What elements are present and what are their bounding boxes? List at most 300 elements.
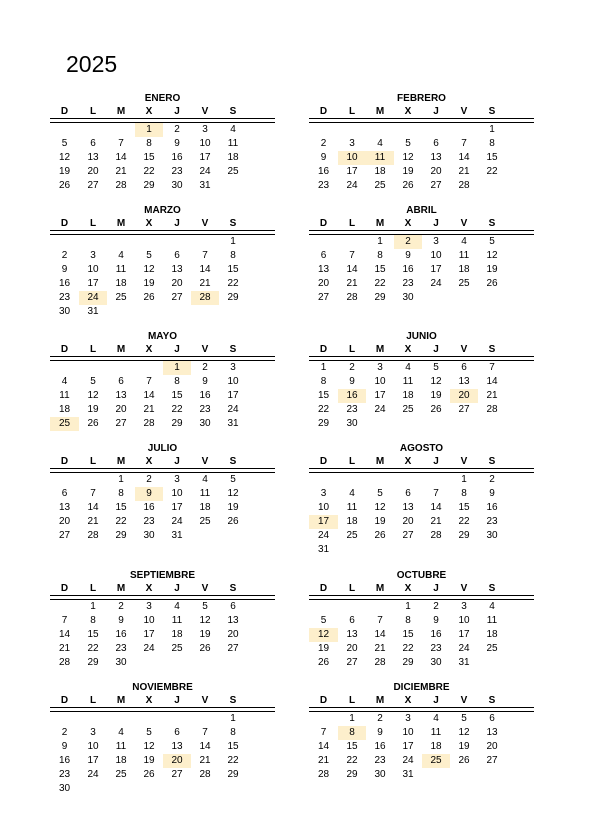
day-cell: 25 [374, 180, 386, 191]
day-cell: 16 [115, 629, 127, 640]
day-cell: 22 [115, 516, 127, 527]
day-cell: 9 [202, 376, 208, 387]
day-cell: 24 [374, 404, 386, 415]
weekday-header: J [433, 456, 439, 467]
day-cell: 27 [171, 292, 183, 303]
day-cell: 23 [317, 180, 330, 191]
day-cell: 2 [377, 713, 383, 724]
weekday-header-row [309, 105, 534, 118]
weekday-header: V [460, 583, 468, 594]
day-cell: 26 [317, 657, 330, 668]
day-cell: 10 [430, 250, 442, 261]
day-cell: 3 [174, 474, 180, 485]
weekday-header: L [348, 456, 356, 467]
day-cell: 21 [143, 404, 155, 415]
day-grid [50, 473, 275, 543]
day-cell: 27 [402, 530, 414, 541]
day-cell: 13 [317, 264, 330, 275]
empty-cell [107, 235, 135, 249]
day-cell: 26 [430, 404, 442, 415]
weekday-header: L [89, 695, 97, 706]
day-cell: 16 [402, 264, 414, 275]
day-cell: 24 [458, 643, 470, 654]
weekday-header: L [89, 218, 97, 229]
day-cell: 12 [374, 502, 386, 513]
day-cell: 21 [317, 755, 330, 766]
empty-cell [163, 235, 191, 249]
day-grid [50, 361, 275, 431]
day-cell: 17 [346, 166, 358, 177]
day-cell: 10 [317, 502, 330, 513]
day-cell: 4 [349, 488, 355, 499]
empty-cell [79, 361, 107, 375]
empty-cell [107, 712, 135, 726]
day-cell: 18 [458, 264, 470, 275]
day-cell: 5 [146, 250, 152, 261]
weekday-header: J [174, 695, 180, 706]
weekday-header: J [174, 106, 180, 117]
day-cell: 18 [346, 516, 358, 527]
weekday-header: L [348, 583, 356, 594]
day-cell: 12 [199, 615, 211, 626]
day-cell: 6 [90, 138, 96, 149]
weekday-header: J [174, 456, 180, 467]
weekday-header: X [145, 218, 153, 229]
weekday-header: L [348, 106, 356, 117]
month-junio [309, 330, 534, 431]
day-cell: 14 [143, 390, 155, 401]
weekday-header: X [145, 583, 153, 594]
day-cell: 4 [377, 138, 383, 149]
day-cell: 18 [486, 629, 498, 640]
day-cell: 5 [61, 138, 68, 149]
weekday-header: D [319, 218, 328, 229]
weekday-header: V [201, 218, 209, 229]
empty-cell [135, 235, 163, 249]
holiday-day-cell: 1 [163, 361, 191, 375]
weekday-header: V [201, 344, 209, 355]
day-cell: 22 [486, 166, 498, 177]
day-cell: 5 [90, 376, 96, 387]
weekday-header: X [145, 695, 153, 706]
day-cell: 31 [87, 306, 99, 317]
empty-cell [79, 473, 107, 487]
day-cell: 20 [346, 643, 358, 654]
day-cell: 3 [202, 124, 208, 135]
day-cell: 29 [402, 657, 414, 668]
day-cell: 2 [349, 362, 355, 373]
day-grid [309, 712, 534, 782]
weekday-header: V [201, 583, 209, 594]
weekday-header: S [488, 456, 496, 467]
day-cell: 30 [58, 306, 71, 317]
day-cell: 21 [486, 390, 498, 401]
day-cell: 2 [320, 138, 327, 149]
day-cell: 24 [402, 755, 414, 766]
day-cell: 29 [227, 292, 239, 303]
weekday-header: L [348, 344, 356, 355]
empty-cell [50, 123, 79, 137]
weekday-header: S [488, 583, 496, 594]
day-cell: 11 [227, 138, 239, 149]
day-cell: 5 [377, 488, 383, 499]
day-cell: 5 [230, 474, 236, 485]
day-cell: 30 [374, 769, 386, 780]
day-cell: 19 [143, 278, 155, 289]
day-cell: 5 [461, 713, 467, 724]
weekday-header: M [375, 344, 385, 355]
day-cell: 23 [58, 769, 71, 780]
day-cell: 10 [227, 376, 239, 387]
day-cell: 23 [115, 643, 127, 654]
day-cell: 11 [199, 488, 211, 499]
day-cell: 14 [430, 502, 442, 513]
holiday-day-cell: 16 [338, 389, 366, 403]
day-cell: 7 [461, 138, 467, 149]
day-grid [50, 600, 275, 670]
day-cell: 15 [227, 741, 239, 752]
empty-cell [107, 361, 135, 375]
day-cell: 25 [458, 278, 470, 289]
day-cell: 4 [174, 601, 180, 612]
day-cell: 4 [202, 474, 208, 485]
weekday-header: L [89, 344, 97, 355]
month-enero [50, 92, 275, 193]
day-cell: 21 [458, 166, 470, 177]
day-cell: 26 [374, 530, 386, 541]
day-cell: 2 [433, 601, 439, 612]
weekday-header: D [319, 456, 328, 467]
day-cell: 24 [87, 769, 99, 780]
day-cell: 19 [227, 502, 239, 513]
day-cell: 30 [171, 180, 183, 191]
weekday-header: M [116, 218, 126, 229]
day-cell: 4 [433, 713, 439, 724]
day-cell: 15 [171, 390, 183, 401]
day-cell: 9 [118, 615, 124, 626]
empty-cell [338, 473, 366, 487]
day-cell: 3 [349, 138, 355, 149]
day-cell: 13 [430, 152, 442, 163]
day-cell: 7 [61, 615, 68, 626]
weekday-header: D [319, 695, 328, 706]
day-cell: 16 [143, 502, 155, 513]
day-cell: 4 [405, 362, 411, 373]
day-cell: 8 [174, 376, 180, 387]
day-cell: 17 [458, 629, 470, 640]
day-cell: 16 [58, 278, 71, 289]
day-cell: 13 [227, 615, 239, 626]
empty-cell [338, 235, 366, 249]
day-cell: 31 [171, 530, 183, 541]
day-cell: 14 [374, 629, 386, 640]
day-cell: 17 [227, 390, 239, 401]
weekday-header-row [309, 455, 534, 468]
day-grid [309, 473, 534, 557]
day-cell: 15 [402, 629, 414, 640]
empty-cell [50, 361, 79, 375]
day-cell: 13 [171, 741, 183, 752]
weekday-header: S [229, 456, 237, 467]
day-cell: 22 [87, 643, 99, 654]
day-cell: 16 [199, 390, 211, 401]
weekday-header: X [404, 106, 412, 117]
day-cell: 23 [143, 516, 155, 527]
day-cell: 24 [199, 166, 211, 177]
weekday-header-row [50, 105, 275, 118]
day-cell: 19 [486, 264, 498, 275]
day-cell: 3 [90, 727, 96, 738]
weekday-header: D [60, 218, 69, 229]
day-cell: 26 [143, 769, 155, 780]
day-grid [50, 123, 275, 193]
month-julio [50, 442, 275, 543]
month-marzo [50, 204, 275, 319]
day-cell: 10 [374, 376, 386, 387]
day-cell: 1 [461, 474, 467, 485]
day-cell: 26 [402, 180, 414, 191]
day-cell: 7 [202, 250, 208, 261]
day-cell: 1 [349, 713, 355, 724]
day-cell: 22 [317, 404, 330, 415]
holiday-day-cell: 17 [309, 515, 338, 529]
day-cell: 19 [430, 390, 442, 401]
day-cell: 30 [115, 657, 127, 668]
day-cell: 6 [461, 362, 467, 373]
day-cell: 20 [58, 516, 71, 527]
day-cell: 22 [227, 278, 239, 289]
day-cell: 5 [146, 727, 152, 738]
weekday-header: J [433, 218, 439, 229]
day-cell: 15 [486, 152, 498, 163]
day-cell: 29 [317, 418, 330, 429]
weekday-header-row [50, 217, 275, 230]
day-cell: 25 [115, 292, 127, 303]
day-cell: 14 [58, 629, 71, 640]
day-cell: 30 [430, 657, 442, 668]
day-cell: 8 [320, 376, 327, 387]
day-cell: 14 [115, 152, 127, 163]
day-cell: 11 [59, 390, 70, 401]
day-cell: 1 [230, 236, 236, 247]
day-cell: 1 [118, 474, 124, 485]
weekday-header: D [60, 106, 69, 117]
day-cell: 31 [227, 418, 239, 429]
weekday-header: M [375, 456, 385, 467]
holiday-day-cell: 25 [422, 754, 450, 768]
day-grid [50, 235, 275, 319]
day-cell: 9 [174, 138, 180, 149]
weekday-header: J [433, 344, 439, 355]
day-cell: 23 [402, 278, 414, 289]
day-cell: 9 [489, 488, 495, 499]
weekday-header: X [145, 456, 153, 467]
weekday-header: X [404, 344, 412, 355]
weekday-header-row [309, 217, 534, 230]
day-cell: 16 [430, 629, 442, 640]
day-cell: 23 [199, 404, 211, 415]
day-cell: 28 [458, 180, 470, 191]
holiday-day-cell: 11 [366, 151, 394, 165]
weekday-header: D [60, 344, 69, 355]
weekday-header: M [375, 106, 385, 117]
day-cell: 6 [118, 376, 124, 387]
empty-cell [422, 123, 450, 137]
day-cell: 19 [87, 404, 99, 415]
day-cell: 10 [171, 488, 183, 499]
weekday-header: S [229, 218, 237, 229]
day-cell: 28 [317, 769, 330, 780]
day-cell: 9 [349, 376, 355, 387]
weekday-header: L [89, 106, 97, 117]
month-name: NOVIEMBRE [132, 682, 193, 693]
day-cell: 1 [230, 713, 236, 724]
day-cell: 6 [174, 727, 180, 738]
day-grid [50, 712, 275, 796]
empty-cell [191, 712, 219, 726]
day-cell: 29 [374, 292, 386, 303]
weekday-header: M [116, 106, 126, 117]
day-cell: 15 [458, 502, 470, 513]
day-cell: 23 [374, 755, 386, 766]
weekday-header: V [460, 456, 468, 467]
weekday-header: J [433, 583, 439, 594]
day-cell: 22 [227, 755, 239, 766]
day-cell: 3 [377, 362, 383, 373]
day-cell: 7 [202, 727, 208, 738]
day-cell: 2 [61, 250, 68, 261]
day-cell: 8 [461, 488, 467, 499]
day-cell: 7 [320, 727, 327, 738]
day-cell: 20 [227, 629, 239, 640]
holiday-day-cell: 1 [135, 123, 163, 137]
weekday-header: X [404, 695, 412, 706]
day-cell: 2 [61, 727, 68, 738]
day-cell: 25 [171, 643, 183, 654]
day-cell: 24 [227, 404, 239, 415]
day-cell: 18 [402, 390, 414, 401]
day-cell: 25 [227, 166, 239, 177]
month-noviembre [50, 681, 275, 796]
weekday-header-row [50, 694, 275, 707]
day-cell: 22 [458, 516, 470, 527]
day-cell: 13 [87, 152, 99, 163]
empty-cell [366, 473, 394, 487]
day-cell: 15 [346, 741, 358, 752]
month-diciembre [309, 681, 534, 782]
day-cell: 3 [90, 250, 96, 261]
day-cell: 22 [143, 166, 155, 177]
weekday-header: D [319, 106, 328, 117]
day-cell: 7 [118, 138, 124, 149]
day-cell: 28 [430, 530, 442, 541]
day-cell: 12 [87, 390, 99, 401]
day-cell: 12 [143, 741, 155, 752]
day-cell: 13 [58, 502, 71, 513]
day-cell: 3 [405, 713, 411, 724]
day-cell: 12 [402, 152, 414, 163]
weekday-header: L [89, 583, 97, 594]
empty-cell [79, 712, 107, 726]
day-cell: 8 [405, 615, 411, 626]
day-cell: 26 [199, 643, 211, 654]
day-cell: 27 [458, 404, 470, 415]
day-cell: 18 [115, 755, 127, 766]
weekday-header: V [460, 218, 468, 229]
day-cell: 25 [115, 769, 127, 780]
day-cell: 28 [374, 657, 386, 668]
day-cell: 30 [486, 530, 498, 541]
month-febrero [309, 92, 534, 193]
day-cell: 15 [143, 152, 155, 163]
month-name: JULIO [147, 443, 178, 454]
day-cell: 24 [317, 530, 330, 541]
empty-cell [79, 235, 107, 249]
weekday-header: D [60, 456, 69, 467]
day-cell: 7 [90, 488, 96, 499]
weekday-header: J [433, 106, 439, 117]
day-cell: 16 [317, 166, 330, 177]
day-cell: 14 [346, 264, 358, 275]
weekday-header-row [309, 343, 534, 356]
day-cell: 19 [199, 629, 211, 640]
day-cell: 22 [346, 755, 358, 766]
day-cell: 12 [430, 376, 442, 387]
day-cell: 4 [461, 236, 467, 247]
day-cell: 17 [143, 629, 155, 640]
month-name: AGOSTO [399, 443, 444, 454]
day-cell: 20 [486, 741, 498, 752]
weekday-header: J [174, 218, 180, 229]
month-name: MAYO [147, 331, 178, 342]
month-octubre [309, 569, 534, 670]
day-cell: 3 [461, 601, 467, 612]
day-cell: 29 [346, 769, 358, 780]
day-cell: 31 [458, 657, 470, 668]
day-cell: 15 [87, 629, 99, 640]
day-cell: 12 [458, 727, 470, 738]
day-cell: 9 [433, 615, 439, 626]
holiday-day-cell: 2 [394, 235, 422, 249]
holiday-day-cell: 12 [309, 628, 338, 642]
day-cell: 17 [430, 264, 442, 275]
day-cell: 21 [199, 755, 211, 766]
day-cell: 15 [374, 264, 386, 275]
day-cell: 2 [489, 474, 495, 485]
day-cell: 22 [171, 404, 183, 415]
day-cell: 20 [430, 166, 442, 177]
holiday-day-cell: 20 [450, 389, 478, 403]
day-cell: 8 [230, 250, 236, 261]
empty-cell [309, 600, 338, 614]
day-cell: 10 [143, 615, 155, 626]
holiday-day-cell: 24 [79, 291, 107, 305]
weekday-header: M [375, 218, 385, 229]
day-cell: 11 [115, 264, 127, 275]
day-cell: 25 [199, 516, 211, 527]
day-cell: 6 [174, 250, 180, 261]
day-cell: 1 [377, 236, 383, 247]
day-cell: 4 [118, 250, 124, 261]
day-cell: 3 [146, 601, 152, 612]
holiday-day-cell: 28 [191, 291, 219, 305]
empty-cell [135, 361, 163, 375]
day-cell: 26 [486, 278, 498, 289]
month-name: ENERO [144, 93, 181, 104]
empty-cell [366, 123, 394, 137]
day-cell: 25 [402, 404, 414, 415]
day-cell: 14 [199, 741, 211, 752]
